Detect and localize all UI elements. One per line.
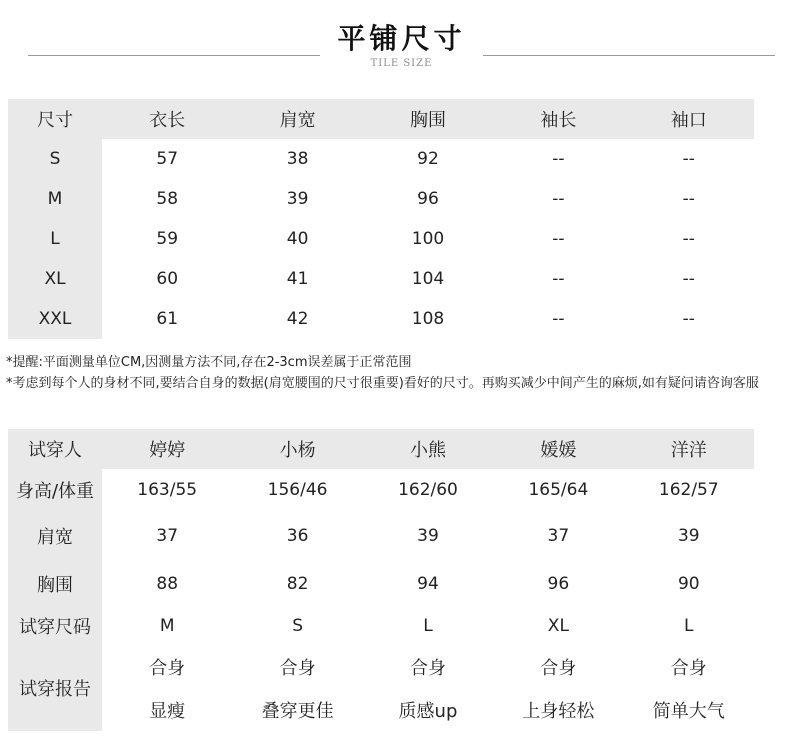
table-cell: --	[682, 149, 695, 169]
table-cell: 108	[411, 309, 445, 329]
row-label: 身高/体重	[8, 469, 102, 511]
table-cell: S	[292, 616, 303, 636]
table-cell: --	[682, 189, 695, 209]
size-header-cell: 胸围	[363, 99, 493, 139]
table-cell: XL	[547, 616, 569, 636]
table-row	[8, 179, 754, 219]
table-cell: 96	[547, 573, 570, 594]
size-header-cell: 尺寸	[8, 99, 102, 139]
measurement-note: *提醒:平面测量单位CM,因测量方法不同,存在2-3cm误差属于正常范围	[6, 355, 412, 370]
size-label: XXL	[8, 299, 102, 339]
size-header-cell: 肩宽	[232, 99, 362, 139]
table-cell: 163/55	[137, 480, 198, 500]
row-label: 肩宽	[8, 511, 102, 560]
fit-cell: 合身	[670, 658, 707, 679]
table-cell: 57	[156, 149, 179, 169]
table-row	[8, 560, 754, 607]
comment-cell: 简单大气	[652, 701, 725, 722]
fit-cell: 合身	[540, 658, 577, 679]
table-cell: L	[423, 616, 433, 636]
person-name: 小杨	[232, 429, 362, 469]
table-cell: 162/60	[398, 480, 458, 500]
row-label: 试穿报告	[8, 645, 102, 731]
table-row	[8, 139, 754, 179]
table-cell: 39	[417, 525, 439, 546]
size-table	[8, 99, 754, 339]
fit-cell: 合身	[279, 658, 316, 679]
header-divider-left	[28, 55, 320, 56]
row-label: 试穿尺码	[8, 607, 102, 645]
table-cell: --	[552, 309, 565, 329]
table-cell: 94	[417, 573, 439, 594]
table-cell: 60	[156, 269, 179, 289]
table-row	[8, 645, 754, 689]
table-cell: --	[552, 189, 565, 209]
size-header-cell: 袖长	[493, 99, 623, 139]
person-name: 婷婷	[102, 429, 232, 469]
tryon-table	[8, 429, 754, 731]
fit-cell: 合身	[409, 658, 446, 679]
table-cell: 37	[156, 525, 179, 546]
comment-cell: 显瘦	[149, 701, 186, 722]
table-row	[8, 219, 754, 259]
size-label: L	[8, 219, 102, 259]
table-row	[8, 689, 754, 731]
table-cell: --	[552, 229, 565, 249]
table-cell: --	[682, 229, 695, 249]
table-cell: 165/64	[528, 480, 589, 500]
page-title: 平铺尺寸	[337, 22, 466, 55]
table-cell: 100	[411, 229, 445, 249]
size-label: M	[8, 179, 102, 219]
table-cell: 58	[156, 189, 179, 209]
table-row	[8, 259, 754, 299]
comment-cell: 质感up	[398, 701, 458, 722]
table-cell: 39	[677, 525, 700, 546]
size-table-header	[8, 99, 754, 139]
tryon-table-header	[8, 429, 754, 469]
table-cell: --	[552, 269, 565, 289]
person-name: 小熊	[363, 429, 493, 469]
table-cell: M	[159, 616, 175, 636]
size-header-cell: 衣长	[102, 99, 232, 139]
table-cell: 92	[417, 149, 439, 169]
size-label: XL	[8, 259, 102, 299]
table-cell: 36	[286, 525, 309, 546]
table-row	[8, 607, 754, 645]
table-cell: 88	[156, 573, 179, 594]
sizing-advice-note: *考虑到每个人的身材不同,要结合自身的数据(肩宽腰围的尺寸很重要)看好的尺寸。再购买减少中间产生的麻烦,如有疑问请咨询客服	[6, 376, 759, 391]
row-label: 胸围	[8, 560, 102, 607]
tryon-header-label: 试穿人	[8, 429, 102, 469]
table-cell: --	[682, 309, 695, 329]
table-cell: L	[684, 616, 694, 636]
comment-cell: 上身轻松	[522, 701, 595, 722]
table-cell: --	[552, 149, 565, 169]
person-name: 媛媛	[493, 429, 623, 469]
table-cell: 38	[286, 149, 309, 169]
header-divider-right	[483, 55, 775, 56]
table-cell: 39	[286, 189, 309, 209]
page-subtitle: TILE SIZE	[370, 58, 433, 69]
person-name: 洋洋	[624, 429, 754, 469]
table-row	[8, 511, 754, 560]
table-cell: 42	[286, 309, 309, 329]
table-cell: 37	[547, 525, 570, 546]
table-cell: 90	[677, 573, 700, 594]
table-cell: 104	[411, 269, 445, 289]
table-cell: 96	[417, 189, 439, 209]
table-cell: 59	[156, 229, 179, 249]
table-cell: 156/46	[267, 480, 328, 500]
table-row	[8, 299, 754, 339]
table-cell: 162/57	[658, 480, 719, 500]
table-cell: 61	[156, 309, 179, 329]
size-header-cell: 袖口	[624, 99, 754, 139]
fit-cell: 合身	[149, 658, 186, 679]
size-label: S	[8, 139, 102, 179]
table-row	[8, 469, 754, 511]
comment-cell: 叠穿更佳	[261, 701, 334, 722]
table-cell: 82	[286, 573, 309, 594]
table-cell: 41	[286, 269, 309, 289]
table-cell: --	[682, 269, 695, 289]
table-cell: 40	[286, 229, 309, 249]
